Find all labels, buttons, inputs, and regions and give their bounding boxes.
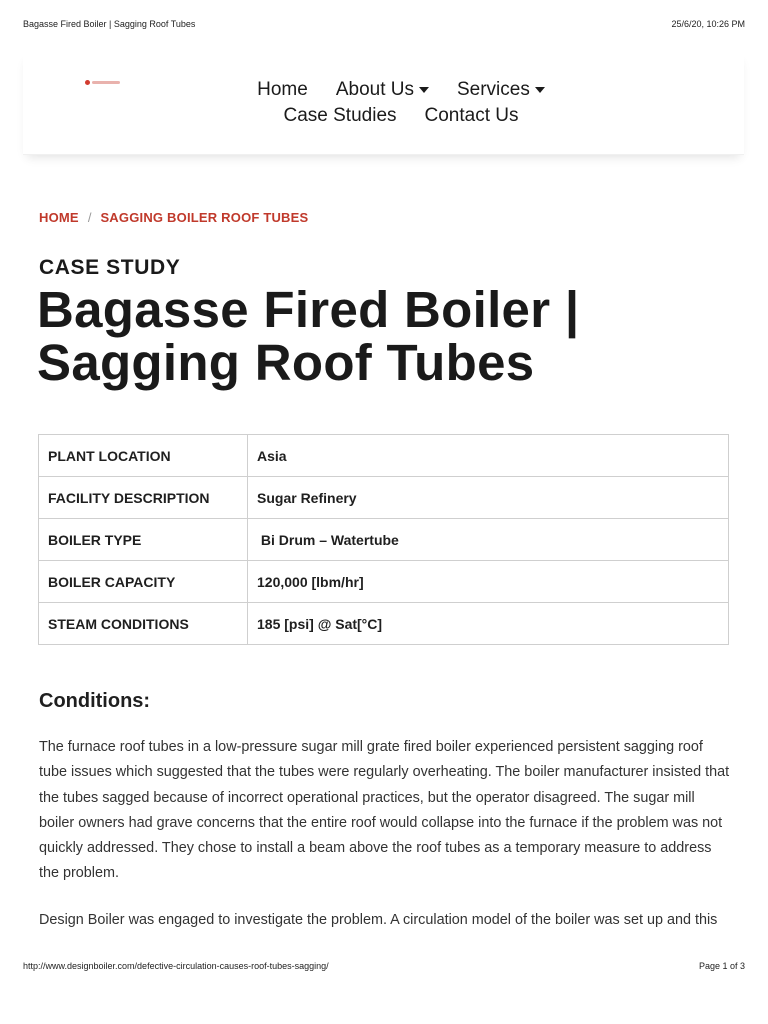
spec-value: Bi Drum – Watertube <box>248 519 729 561</box>
spec-key: BOILER CAPACITY <box>39 561 248 603</box>
print-page-title: Bagasse Fired Boiler | Sagging Roof Tubes <box>23 19 196 29</box>
print-header <box>23 19 745 29</box>
nav-home[interactable] <box>257 79 308 101</box>
spec-value: 120,000 [lbm/hr] <box>248 561 729 603</box>
table-row <box>39 561 729 603</box>
page-title: Bagasse Fired Boiler | Sagging Roof Tubes <box>37 281 580 391</box>
print-footer <box>23 961 745 971</box>
print-page-number: Page 1 of 3 <box>698 961 745 971</box>
table-row <box>39 603 729 645</box>
nav-services-label: Services <box>456 79 530 100</box>
spec-key: BOILER TYPE <box>39 519 248 561</box>
chevron-down-icon <box>535 87 545 93</box>
conditions-heading: Conditions: <box>39 690 151 712</box>
breadcrumb-current-link[interactable]: SAGGING BOILER ROOF TUBES <box>100 210 309 225</box>
print-url: http://www.designboiler.com/defective-circulation-causes-roof-tubes-sagging/ <box>23 961 329 971</box>
nav-case-studies-label: Case Studies <box>283 105 397 126</box>
print-datetime: 25/6/20, 10:26 PM <box>671 19 745 29</box>
breadcrumb-home-link[interactable]: HOME <box>39 210 79 225</box>
spec-value: Sugar Refinery <box>248 477 729 519</box>
investigation-paragraph: Design Boiler was engaged to investigate the problem. A circulation model of the boiler was set up and this <box>39 912 718 928</box>
spec-key: STEAM CONDITIONS <box>39 603 248 645</box>
nav-case-studies[interactable] <box>284 105 397 127</box>
spec-key: FACILITY DESCRIPTION <box>39 477 248 519</box>
nav-contact-us[interactable] <box>425 105 519 127</box>
nav-about-us-label: About Us <box>335 79 414 100</box>
chevron-down-icon <box>419 87 429 93</box>
conditions-paragraph: The furnace roof tubes in a low-pressure sugar mill grate fired boiler experienced persistent sagging roof tube issues which suggested that the tubes were regularly overheating. The boiler manufacturer insisted that the tubes sagged because of incorrect operational practices, but the operator disagreed. The sugar mill boiler owners had grave concerns that the entire roof would collapse into the furnace if the problem was not quickly addressed. They chose to install a beam above the roof tubes as a temporary measure to address the problem. <box>39 739 730 882</box>
breadcrumb-separator: / <box>87 210 92 225</box>
spec-key: PLANT LOCATION <box>39 435 248 477</box>
main-nav-row-2 <box>23 105 744 127</box>
breadcrumb <box>39 210 308 225</box>
table-row <box>39 519 729 561</box>
table-row <box>39 435 729 477</box>
nav-contact-us-label: Contact Us <box>424 105 519 126</box>
nav-about-us[interactable] <box>336 79 429 101</box>
table-row <box>39 477 729 519</box>
spec-value: Asia <box>248 435 729 477</box>
page-eyebrow: CASE STUDY <box>39 256 181 279</box>
nav-home-label: Home <box>257 79 308 100</box>
spec-value: 185 [psi] @ Sat[°C] <box>248 603 729 645</box>
nav-services[interactable] <box>457 79 545 101</box>
main-nav-row-1 <box>23 79 744 101</box>
site-header <box>23 52 744 155</box>
specs-table <box>38 434 729 645</box>
